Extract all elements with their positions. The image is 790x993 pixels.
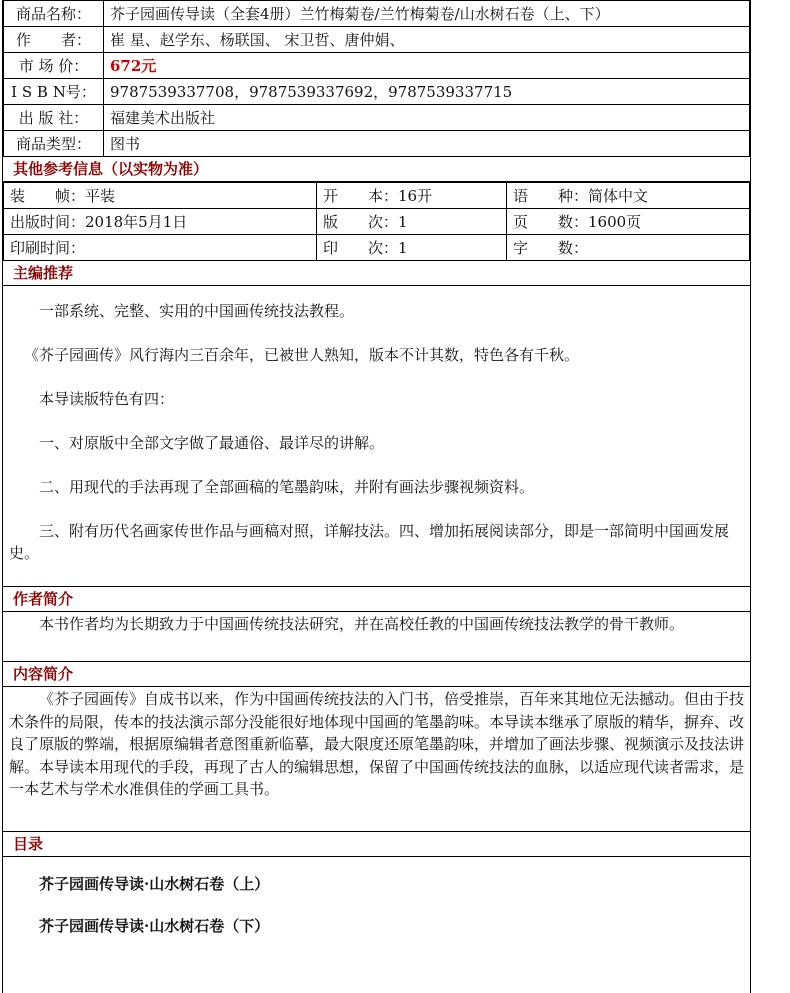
info-value: 9787539337708，9787539337692，9787539337715 (104, 79, 750, 105)
market-price: 672元 (104, 53, 750, 79)
recommend-paragraph: 本导读版特色有四： (39, 390, 175, 408)
recommend-body (3, 286, 750, 586)
product-sheet (2, 0, 751, 993)
recommend-paragraph: 《芥子园画传》风行海内三百余年，已被世人熟知，版本不计其数，特色各有千秋。 (24, 346, 580, 364)
other-info-cell: 装 帧：平装 (4, 183, 317, 209)
other-info-cell: 页 数：1600页 (507, 209, 750, 235)
info-label: 出 版 社： (4, 105, 104, 131)
other-info-cell: 语 种：简体中文 (507, 183, 750, 209)
recommend-header: 主编推荐 (3, 261, 750, 286)
other-info-cell: 印 次：1 (317, 235, 507, 261)
info-row (4, 79, 750, 105)
other-info-cell: 版 次：1 (317, 209, 507, 235)
basic-info-table (3, 0, 750, 157)
info-label: 市 场 价： (4, 53, 104, 79)
content-header: 内容简介 (3, 661, 750, 687)
author-header: 作者简介 (3, 586, 750, 612)
author-text: 本书作者均为长期致力于中国画传统技法研究，并在高校任教的中国画传统技法教学的骨干教师。 (39, 615, 685, 633)
recommend-paragraph: 一、对原版中全部文字做了最通俗、最详尽的讲解。 (39, 434, 385, 452)
other-info-row (4, 183, 750, 209)
other-info-row (4, 209, 750, 235)
toc-item[interactable]: 芥子园画传导读·山水树石卷（上） (39, 875, 270, 893)
info-label: 商品类型： (4, 131, 104, 157)
toc-header: 目录 (3, 831, 750, 857)
other-info-cell: 字 数： (507, 235, 750, 261)
other-info-table (3, 182, 750, 261)
info-row (4, 53, 750, 79)
info-row (4, 105, 750, 131)
other-info-cell: 开 本：16开 (317, 183, 507, 209)
other-info-header: 其他参考信息（以实物为准） (3, 157, 750, 182)
info-row (4, 1, 750, 27)
info-label: 商品名称： (4, 1, 104, 27)
other-info-cell: 出版时间：2018年5月1日 (4, 209, 317, 235)
info-value: 崔 星、赵学东、杨联国、 宋卫哲、唐仲娟、 (104, 27, 750, 53)
info-value: 福建美术出版社 (104, 105, 750, 131)
recommend-paragraph: 一部系统、完整、实用的中国画传统技法教程。 (39, 302, 355, 320)
info-row (4, 27, 750, 53)
info-label: 作 者： (4, 27, 104, 53)
recommend-paragraph: 三、附有历代名画家传世作品与画稿对照，详解技法。四、增加拓展阅读部分，即是一部简明中国画发展史。 (9, 522, 730, 562)
toc-body (3, 873, 750, 993)
other-info-cell: 印刷时间： (4, 235, 317, 261)
toc-item[interactable]: 芥子园画传导读·山水树石卷（下） (39, 917, 270, 935)
recommend-paragraph: 二、用现代的手法再现了全部画稿的笔墨韵味，并附有画法步骤视频资料。 (39, 478, 535, 496)
info-row (4, 131, 750, 157)
other-info-row (4, 235, 750, 261)
info-value: 图书 (104, 131, 750, 157)
info-value: 芥子园画传导读（全套4册）兰竹梅菊卷/兰竹梅菊卷/山水树石卷（上、下） (104, 1, 750, 27)
content-text: 《芥子园画传》自成书以来，作为中国画传统技法的入门书，倍受推崇，百年来其地位无法撼动。但由于技术条件的局限，传本的技法演示部分没能很好地体现中国画的笔墨韵味。本导读本继承了原版的精华，摒弃、改良了原版的弊端，根据原编辑者意图重新临摹，最大限度还原笔墨韵味，并增加了画法步骤、视频演示及技法讲解。本导读本用现代的手段，再现了古人的编辑思想，保留了中国画传统技法的血脉，以适应现代读者需求，是一本艺术与学术水准俱佳的学画工具书。 (9, 690, 745, 798)
info-label: I S B N号： (4, 79, 104, 105)
